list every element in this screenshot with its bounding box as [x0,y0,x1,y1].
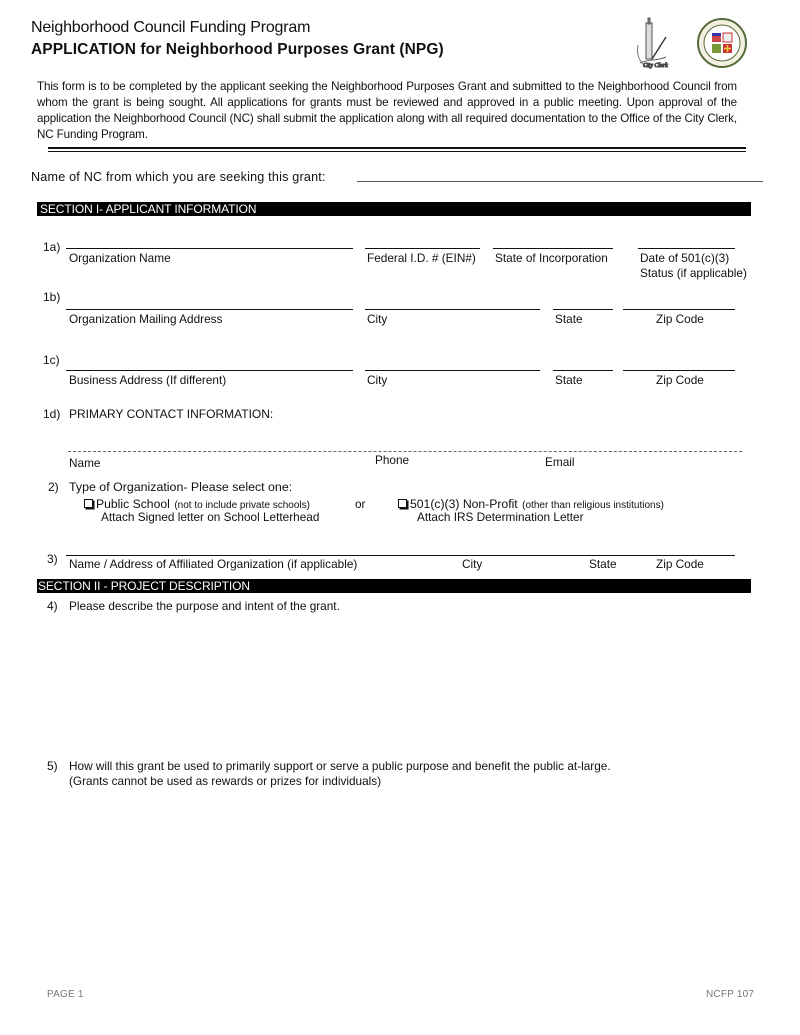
purpose-answer-area[interactable] [68,618,748,753]
affiliated-state-label: State [589,557,617,571]
business-zip-label: Zip Code [656,373,704,387]
business-state-field[interactable] [553,370,613,371]
nonprofit-checkbox[interactable] [398,499,407,508]
nc-name-field[interactable] [357,181,763,182]
q5-text-line2: (Grants cannot be used as rewards or prizes for individuals) [69,774,382,788]
section-1-header: SECTION I- APPLICANT INFORMATION [37,202,751,216]
q4-text: Please describe the purpose and intent of the grant. [69,599,340,613]
public-school-label: Public School [96,497,170,511]
affiliated-zip-label: Zip Code [656,557,704,571]
nc-name-label: Name of NC from which you are seeking this grant: [31,170,326,184]
mailing-state-field[interactable] [553,309,613,310]
nonprofit-label: 501(c)(3) Non-Profit [410,497,518,511]
q5-number: 5) [47,759,58,773]
program-title: Neighborhood Council Funding Program [31,19,311,36]
q3-number: 3) [47,552,58,566]
q2-number: 2) [48,480,59,494]
organization-name-field[interactable] [66,248,353,249]
form-title: APPLICATION for Neighborhood Purposes Grant (NPG) [31,41,444,58]
mailing-zip-field[interactable] [623,309,735,310]
nonprofit-note: (other than religious institutions) [522,500,664,511]
public-school-note: (not to include private schools) [174,500,310,511]
mailing-city-label: City [367,312,388,326]
state-of-incorporation-field[interactable] [493,248,613,249]
q5-text: How will this grant be used to primarily support or serve a public purpose and benefit the public at-large. [69,759,611,773]
date-501c3-field[interactable] [638,248,735,249]
org-type-title: Type of Organization- Please select one: [69,480,293,494]
primary-contact-field[interactable] [68,451,742,452]
mailing-city-field[interactable] [365,309,540,310]
q1b-number: 1b) [43,290,61,304]
organization-name-label: Organization Name [69,251,171,265]
date-501c3-label-line2: Status (if applicable) [640,266,747,280]
svg-text:City Clerk: City Clerk [643,63,668,69]
public-school-checkbox[interactable] [84,499,93,508]
section-2-header: SECTION II - PROJECT DESCRIPTION [37,579,751,593]
business-city-label: City [367,373,388,387]
business-address-field[interactable] [66,370,353,371]
affiliated-org-field[interactable] [66,555,735,556]
mailing-address-label: Organization Mailing Address [69,312,223,326]
intro-paragraph: This form is to be completed by the applicant seeking the Neighborhood Purposes Grant and submitted to the Neighborhood Council from whom the grant is being sought. All applications for grants must be reviewed and approved in a public meeting. Upon approval of the application the Neighborhood Council (NC) shall submit the application along with all required documentation to the Office of the City Clerk, NC Funding Program. [37,80,737,141]
header-logos [632,15,752,73]
public-benefit-answer-area[interactable] [68,793,748,968]
date-501c3-label: Date of 501(c)(3) [640,251,730,265]
primary-contact-title: PRIMARY CONTACT INFORMATION: [69,407,274,421]
affiliated-org-label: Name / Address of Affiliated Organization (if applicable) [69,557,358,571]
business-address-label: Business Address (If different) [69,373,227,387]
q1c-number: 1c) [43,353,60,367]
business-state-label: State [555,373,583,387]
page-number: PAGE 1 [47,989,84,1000]
contact-email-label: Email [545,455,575,469]
public-school-sub: Attach Signed letter on School Letterhead [101,510,320,524]
federal-id-label: Federal I.D. # (EIN#) [367,251,476,265]
city-of-los-angeles-seal-icon [698,19,746,67]
mailing-state-label: State [555,312,583,326]
q1a-number: 1a) [43,240,61,254]
business-zip-field[interactable] [623,370,735,371]
header-divider [48,147,746,152]
or-label: or [355,497,366,511]
affiliated-city-label: City [462,557,483,571]
contact-phone-label: Phone [375,453,410,467]
q4-number: 4) [47,599,58,613]
federal-id-field[interactable] [365,248,480,249]
mailing-address-field[interactable] [66,309,353,310]
city-clerk-seal-icon [632,15,752,73]
form-code: NCFP 107 [706,989,755,1000]
nonprofit-sub: Attach IRS Determination Letter [417,510,584,524]
state-of-incorporation-label: State of Incorporation [495,251,608,265]
business-city-field[interactable] [365,370,540,371]
q1d-number: 1d) [43,407,61,421]
contact-name-label: Name [69,456,101,470]
mailing-zip-label: Zip Code [656,312,704,326]
